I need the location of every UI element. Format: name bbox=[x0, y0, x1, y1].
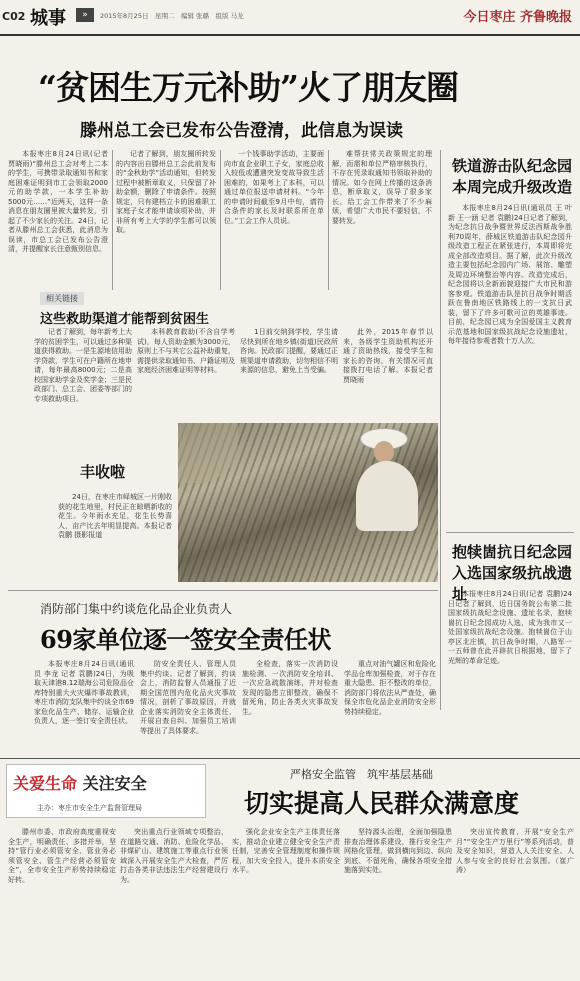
related-col-3: 1日前交纳到学校，学生请尽快到所在地乡镇(街道)民政所咨询。民政部门提醒，要通过正规渠道申请救助，切勿相信不明来源的信息，避免上当受骗。 bbox=[240, 328, 338, 374]
related-tag: 相关链接 bbox=[40, 292, 84, 305]
lead-col-1: 本报枣庄8月24日讯(记者 贾晓雨)“滕州总工会对考上二本的学生，可携带录取通知书和家庭困难证明到市工会领取2000元的助学款，一本学生补助5000元……”近两天，这样一条消息在朋友圈里被大量转发，引起了不少家长的关注。24日，记者从滕州总工会获悉，此消息为误读，市总工会已发布公告澄清，并提醒家长注意甄别信息。 bbox=[8, 150, 108, 253]
section-divider bbox=[0, 758, 580, 759]
section-title: 城事 bbox=[30, 8, 66, 29]
lead-subhead: 滕州总工会已发布公告澄清，此信息为误读 bbox=[80, 121, 403, 141]
third-col-4: 坚持源头治理，全面加强隐患排查治理体系建设，推行安全生产网格化管理，做到横向到边、纵向到底、不留死角，确保各项安全措施落到实处。 bbox=[344, 828, 452, 874]
second-col-3: 全检查，落实一次消防设施检测、一次消防安全培训、一次应急疏散演练，并对检查发现的隐患立即整改，确保不留死角，防止各类火灾事故发生。 bbox=[242, 660, 338, 716]
second-kicker: 消防部门集中约谈危化品企业负责人 bbox=[40, 602, 233, 616]
related-col-1: 记者了解到，每年新考上大学的贫困学生，可以通过多种渠道获得救助。一是生源地信用助学贷款，学生可在户籍所在地申请，每年最高8000元；二是高校国家助学金及奖学金；三是民政部门、总工会、团委等部门的专项救助项目。 bbox=[34, 328, 132, 403]
third-col-1: 滕州市委、市政府高度重视安全生产，明确责任、多措并举，坚持“管行业必须管安全、管业务必须管安全、管生产经营必须管安全”，全市安全生产形势持续稳定好转。 bbox=[8, 828, 116, 884]
third-col-3: 强化企业安全生产主体责任落实，推动企业建立健全安全生产责任制，完善安全管理制度和操作规程，加大安全投入，提升本质安全水平。 bbox=[232, 828, 340, 874]
column-divider bbox=[112, 150, 113, 290]
page-number: C02 bbox=[2, 10, 26, 23]
related-col-4: 此外，2015年春节以来，各级学生资助机构还开通了资助热线，接受学生和家长的咨询，有关情况可直接拨打电话了解。本报记者 贾晓雨 bbox=[343, 328, 433, 384]
lead-col-4: 难帮扶常关政策规定的理解，而需和单位严格审核执行，不存在凭录取通知书领取补助的情况。如今在网上传播的这条消息，断章取义，误导了很多家长，给工会工作带来了不少麻烦，希望广大市民不要轻信，不要转发。 bbox=[332, 150, 432, 225]
related-col-2: 本科教育救助(不含自学考试)，每人资助金额为3000元，原则上不与其它公益补助重复，需提供录取通知书、户籍证明及家庭经济困难证明等材料。 bbox=[137, 328, 235, 374]
banner-slogan-a: 关爱生命 bbox=[13, 774, 78, 793]
side-b-title-line2: 入选国家级抗战遗址 bbox=[452, 564, 573, 603]
banner-slogan-b: 关注安全 bbox=[82, 774, 147, 793]
photo-caption-title: 丰收啦 bbox=[80, 463, 126, 481]
chevron-right-icon: » bbox=[76, 8, 94, 22]
header-rule bbox=[0, 34, 580, 36]
side-a-text: 本报枣庄8月24日讯(通讯员 王 叶新 王一涵 记者 袁鹏)24日记者了解到，为纪念抗日战争暨世界反法西斯战争胜利70周年，薛城区铁道游击队纪念园升级改造工程正在紧张进行，本周即将完成全部改造项目。据了解，此次升级改造主要包括纪念园内广场、展馆、雕塑及周边环境整治等内容。改造完成后，纪念园将以全新面貌迎接广大市民和游客参观。铁道游击队是抗日战争时期活跃在鲁南地区铁路线上的一支抗日武装，留下了许多可歌可泣的英雄事迹。目前，纪念园已成为全国爱国主义教育示范基地和国家级抗战纪念设施遗址，每年接待参观者数十万人次。 bbox=[448, 204, 572, 345]
third-col-5: 突出宣传教育，开展“安全生产月”“安全生产万里行”等系列活动，普及安全知识，营造人人关注安全、人人参与安全的良好社会氛围。（崔广涛） bbox=[456, 828, 574, 874]
side-a-title-line2: 本周完成升级改造 bbox=[452, 178, 573, 196]
edition-meta: 2015年8月25日 星期二 编辑 张璐 组版 马龙 bbox=[100, 12, 244, 20]
third-col-2: 突出重点行业领域专项整治，在道路交通、消防、危险化学品、非煤矿山、建筑施工等重点行业领域深入开展安全生产大检查，严厉打击各类非法违法生产经营建设行为。 bbox=[120, 828, 228, 884]
photo-caption: 24日，在枣庄市峄城区一片刚收获的花生地里，村民正在晾晒新收的花生。今年雨水充足，花生长势喜人，亩产比去年明显提高。本报记者 袁鹏 摄影报道 bbox=[58, 493, 172, 539]
lead-headline: “贫困生万元补助”火了朋友圈 bbox=[38, 68, 458, 107]
second-col-4: 重点对油气罐区和危险化学品仓库加强检查，对于存在重大隐患、拒不整改的单位，消防部门将依法从严查处，确保全市危化品企业消防安全形势持续稳定。 bbox=[344, 660, 436, 716]
newspaper-brand: 今日枣庄 齐鲁晚报 bbox=[463, 10, 572, 25]
safety-banner bbox=[6, 764, 206, 818]
side-divider bbox=[446, 532, 574, 533]
side-b-title-line1: 抱犊崮抗日纪念园 bbox=[452, 543, 573, 561]
related-title: 这些救助渠道才能帮到贫困生 bbox=[40, 312, 210, 327]
column-divider bbox=[328, 150, 329, 290]
banner-sponsor: 主办：枣庄市安全生产监督管理局 bbox=[37, 804, 142, 812]
lead-col-2: 记者了解到，朋友圈所转发的内容出自滕州总工会此前发布的“金秋助学”活动通知，但转发过程中被断章取义，只保留了补助金额，删除了申请条件。按照规定，只有建档立卡的困难职工家庭子女才能申请该项补助，并非所有考上大学的学生都可以领取。 bbox=[116, 150, 216, 234]
section-divider bbox=[8, 590, 438, 591]
harvest-photo bbox=[178, 423, 438, 582]
sidebar-divider bbox=[440, 150, 441, 710]
second-col-1: 本报枣庄8月24日讯(通讯员 李龙 记者 袁鹏)24日，为吸取天津港8.12瑞海公司危险品仓库特别重大火灾爆炸事故教训，枣庄市消防支队集中约谈全市69家危化品生产、储存、运输企业负责人，逐一签订安全责任状。 bbox=[34, 660, 134, 725]
banner-slogan bbox=[13, 771, 147, 794]
third-headline: 切实提高人民群众满意度 bbox=[244, 789, 520, 818]
second-headline: 69家单位逐一签安全责任状 bbox=[40, 625, 331, 654]
second-col-2: 防安全责任人、管理人员集中约谈。记者了解到，约谈会上，消防监督人员通报了近期全国范围内危化品火灾事故情况，剖析了事故原因，并就企业落实消防安全主体责任、开展自查自纠、加强员工培训等提出了具体要求。 bbox=[140, 660, 236, 735]
side-b-text: 本报枣庄8月24日讯(记者 袁鹏)24日记者了解到，近日国务院公布第二批国家级抗战纪念设施、遗址名录，抱犊崮抗日纪念园成功入选，成为我市又一处国家级抗战纪念设施。抱犊崮位于山亭区北庄镇，抗日战争时期，八路军一一五师曾在此开辟抗日根据地，留下了光辉的革命足迹。 bbox=[448, 590, 572, 665]
column-divider bbox=[220, 150, 221, 290]
lead-col-3: 一个钱事助学活动，主要面向市直企业职工子女，家庭总收入较低或遭遇突发变故导致生活困难的，如果考上了本科，可以通过单位报送申请材料。“今年的申请时间截至9月中旬，请符合条件的家长及时联系所在单位。”工会工作人员说。 bbox=[224, 150, 324, 225]
third-kicker: 严格安全监管 筑牢基层基础 bbox=[290, 768, 433, 781]
side-a-title-line1: 铁道游击队纪念园 bbox=[452, 157, 573, 175]
